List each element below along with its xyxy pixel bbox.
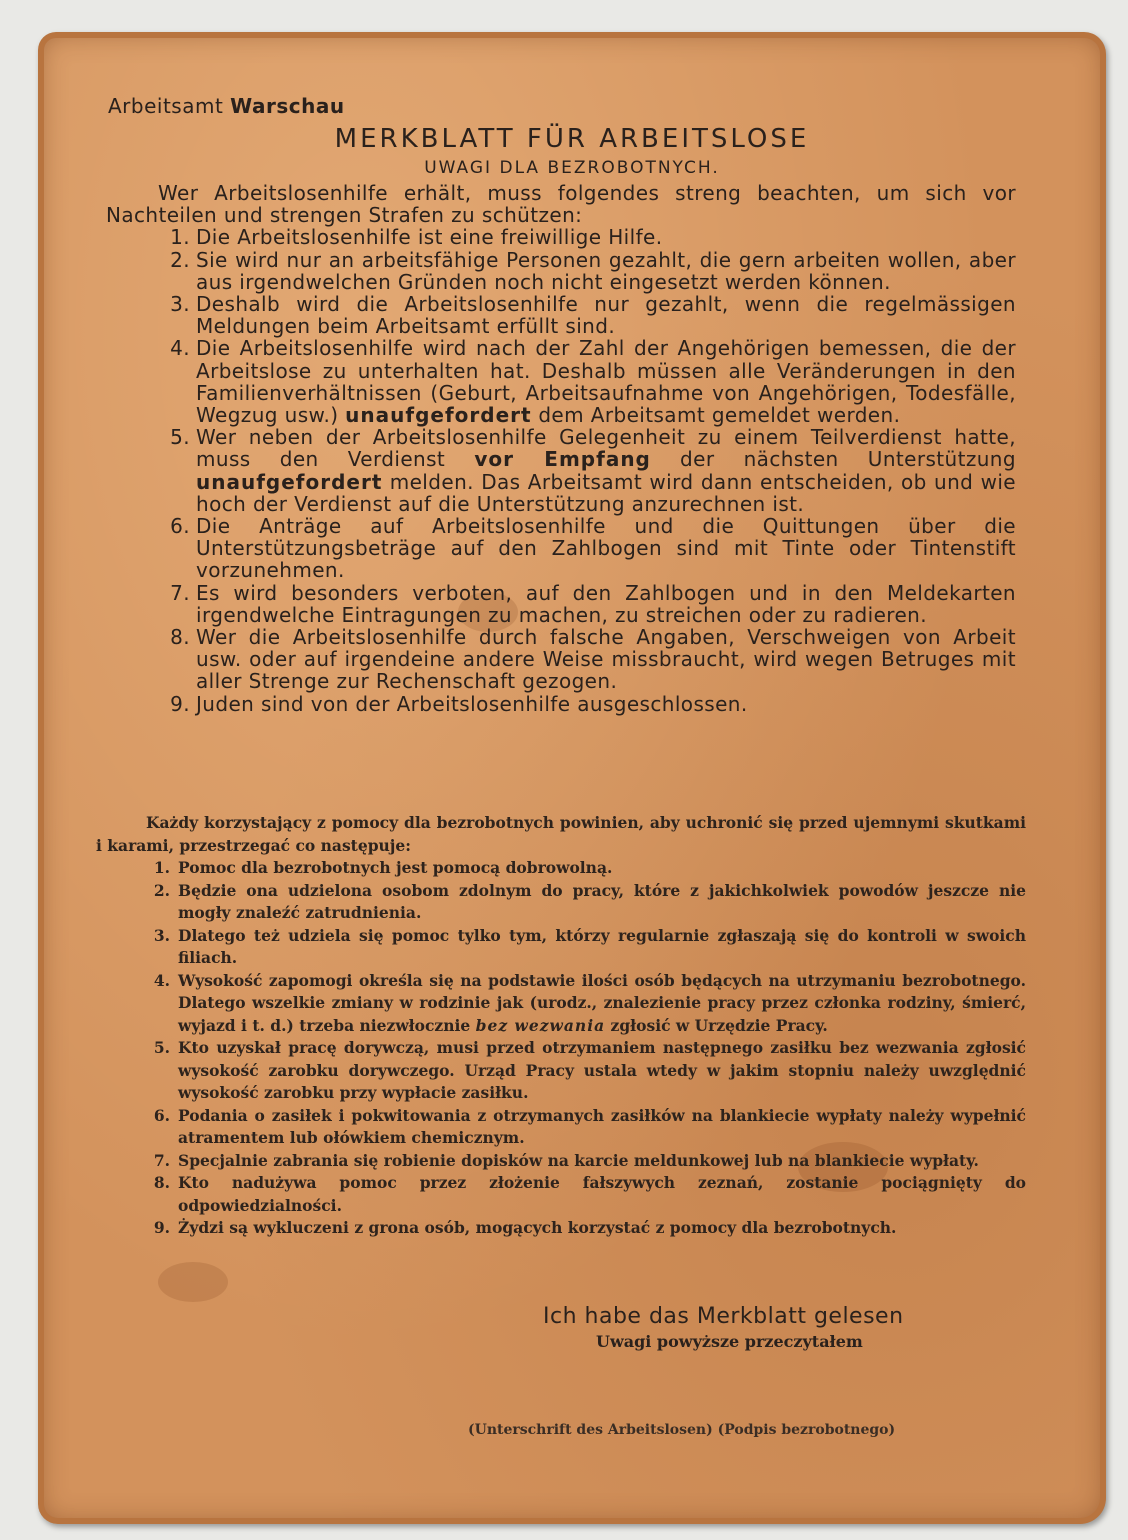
item-number: 7. xyxy=(170,580,190,605)
acknowledgement-polish: Uwagi powyższe przeczytałem xyxy=(596,1332,863,1351)
item-text: Kto nadużywa pomoc przez złożenie fałszywych zeznań, zostanie pociągnięty do odpowiedzialności. xyxy=(178,1173,1026,1215)
polish-item xyxy=(96,925,1026,970)
german-item xyxy=(106,626,1016,693)
item-number: 6. xyxy=(170,514,190,539)
item-text: Będzie ona udzielona osobom zdolnym do pracy, które z jakichkolwiek powodów jeszcze nie mogły znaleźć zatrudnienia. xyxy=(178,880,1026,922)
stain-mark xyxy=(158,1262,228,1302)
german-item xyxy=(106,293,1016,337)
emphasis-text: unaufgefordert xyxy=(196,469,383,494)
item-text: Dlatego też udziela się pomoc tylko tym, którzy regularnie zgłaszają się do kontroli w swoich filiach. xyxy=(178,925,1026,967)
item-number: 4. xyxy=(170,336,190,361)
item-text: Specjalnie zabrania się robienie dopisków na karcie meldunkowej lub na blankiecie wypłaty. xyxy=(178,1150,979,1170)
office-city: Warschau xyxy=(230,94,345,118)
item-number: 9. xyxy=(153,1218,170,1237)
item-number: 4. xyxy=(153,970,170,990)
item-number: 9. xyxy=(170,691,190,716)
emphasis-text: unaufgefordert xyxy=(345,403,532,428)
item-number: 5. xyxy=(153,1038,170,1057)
item-text: Pomoc dla bezrobotnych jest pomocą dobrowolną. xyxy=(178,858,613,877)
item-number: 8. xyxy=(153,1173,170,1192)
polish-item xyxy=(96,1217,1026,1240)
item-text: Die Anträge auf Arbeitslosenhilfe und die Quittungen über die Unterstützungsbeträge auf den Zahlbogen sind mit Tinte oder Tintenstift vorzunehmen. xyxy=(196,514,1016,583)
item-number: 5. xyxy=(170,425,190,450)
item-number: 7. xyxy=(153,1150,170,1170)
item-text xyxy=(196,337,1016,426)
item-number: 1. xyxy=(153,858,170,877)
item-text-part: dem Arbeitsamt gemeldet werden. xyxy=(531,403,901,428)
item-text: Deshalb wird die Arbeitslosenhilfe nur gezahlt, wenn die regelmässigen Meldungen beim Arbeitsamt erfüllt sind. xyxy=(196,292,1016,339)
polish-item xyxy=(96,1172,1026,1217)
german-item xyxy=(106,249,1016,293)
emphasis-text: vor Empfang xyxy=(474,447,651,472)
emphasis-text: bez wezwania xyxy=(475,1015,606,1035)
german-list xyxy=(106,226,1016,714)
acknowledgement-german: Ich habe das Merkblatt gelesen xyxy=(543,1304,904,1329)
polish-item xyxy=(96,970,1026,1038)
item-text-part: der nächsten Unterstützung xyxy=(650,447,1016,472)
german-item xyxy=(106,426,1016,515)
item-text: Wer die Arbeitslosenhilfe durch falsche Angaben, Verschweigen von Arbeit usw. oder auf irgendeine andere Weise missbraucht, wird wegen Betruges mit aller Strenge zur Rechenschaft gezogen. xyxy=(196,625,1016,694)
item-text: Podania o zasiłek i pokwitowania z otrzymanych zasiłków na blankiecie wypłaty należy wypełnić atramentem lub ołówkiem chemicznym. xyxy=(178,1105,1026,1147)
german-item xyxy=(106,515,1016,582)
item-text xyxy=(196,426,1016,515)
polish-list xyxy=(96,857,1026,1240)
office-header xyxy=(108,94,345,118)
polish-section xyxy=(96,812,1026,1240)
german-intro: Wer Arbeitslosenhilfe erhält, muss folgendes streng beachten, um sich vor Nachteilen und strengen Strafen zu schützen: xyxy=(106,181,1016,228)
item-number: 3. xyxy=(170,292,190,317)
signature-caption: (Unterschrift des Arbeitslosen) (Podpis bezrobotnego) xyxy=(468,1422,896,1438)
item-number: 8. xyxy=(170,625,190,650)
german-item xyxy=(106,582,1016,626)
item-text: Juden sind von der Arbeitslosenhilfe ausgeschlossen. xyxy=(196,691,748,716)
german-item xyxy=(106,226,1016,248)
item-text-part: melden. Das Arbeitsamt wird dann entscheiden, ob und wie hoch der Verdienst auf die Unterstützung anzurechnen ist. xyxy=(196,469,1016,516)
german-item xyxy=(106,337,1016,426)
german-section xyxy=(106,182,1016,715)
item-text xyxy=(178,970,1026,1038)
document-subtitle: UWAGI DLA BEZROBOTNYCH. xyxy=(424,158,720,178)
german-item xyxy=(106,693,1016,715)
item-text: Kto uzyskał pracę dorywczą, musi przed otrzymaniem następnego zasiłku bez wezwania zgłosić wysokość zarobku dorywczego. Urząd Pracy ustala wtedy w jakim stopniu należy uwzględnić wysokość zarobku przy wypłacie zasiłku. xyxy=(178,1038,1026,1102)
item-text-part: Wer neben der Arbeitslosenhilfe Gelegenheit zu einem Teilverdienst hatte, muss den Verdienst xyxy=(196,425,1016,472)
item-text: Es wird besonders verboten, auf den Zahlbogen und in den Meldekarten irgendwelche Eintragungen zu machen, zu streichen oder zu radieren. xyxy=(196,580,1016,627)
item-number: 2. xyxy=(153,880,170,900)
item-text: Die Arbeitslosenhilfe ist eine freiwillige Hilfe. xyxy=(196,225,663,250)
document-card xyxy=(38,32,1106,1524)
polish-item xyxy=(96,1037,1026,1105)
polish-item xyxy=(96,1105,1026,1150)
polish-item xyxy=(96,880,1026,925)
polish-item xyxy=(96,1150,1026,1173)
document-title: MERKBLATT FÜR ARBEITSLOSE xyxy=(334,124,810,154)
polish-intro: Każdy korzystający z pomocy dla bezrobotnych powinien, aby uchronić się przed ujemnymi skutkami i karami, przestrzegać co następuje: xyxy=(96,813,1026,855)
item-number: 1. xyxy=(170,225,190,250)
item-number: 3. xyxy=(153,925,170,945)
item-text-part: zgłosić w Urzędzie Pracy. xyxy=(605,1015,828,1035)
polish-item xyxy=(96,857,1026,880)
item-text-part: Wysokość zapomogi określa się na podstawie ilości osób będących na utrzymaniu bezrobotnego. Dlatego wszelkie zmiany w rodzinie jak (urodz., znalezienie pracy przez członka rodziny, śmierć, wyjazd i t. d.) trzeba niezwłocznie xyxy=(178,970,1026,1035)
item-text: Sie wird nur an arbeitsfähige Personen gezahlt, die gern arbeiten wollen, aber aus irgendwelchen Gründen noch nicht eingesetzt werden können. xyxy=(196,247,1016,294)
item-number: 2. xyxy=(170,247,190,272)
office-prefix: Arbeitsamt xyxy=(108,94,224,118)
item-text: Żydzi są wykluczeni z grona osób, mogących korzystać z pomocy dla bezrobotnych. xyxy=(178,1218,897,1237)
item-number: 6. xyxy=(153,1105,170,1125)
item-text-part: Die Arbeitslosenhilfe wird nach der Zahl der Angehörigen bemessen, die der Arbeitslose zu unterhalten hat. Deshalb müssen alle Veränderungen in den Familienverhältnissen (Geburt, Arbeitsaufnahme von Angehörigen, Todesfälle, Wegzug usw.) xyxy=(196,336,1016,428)
